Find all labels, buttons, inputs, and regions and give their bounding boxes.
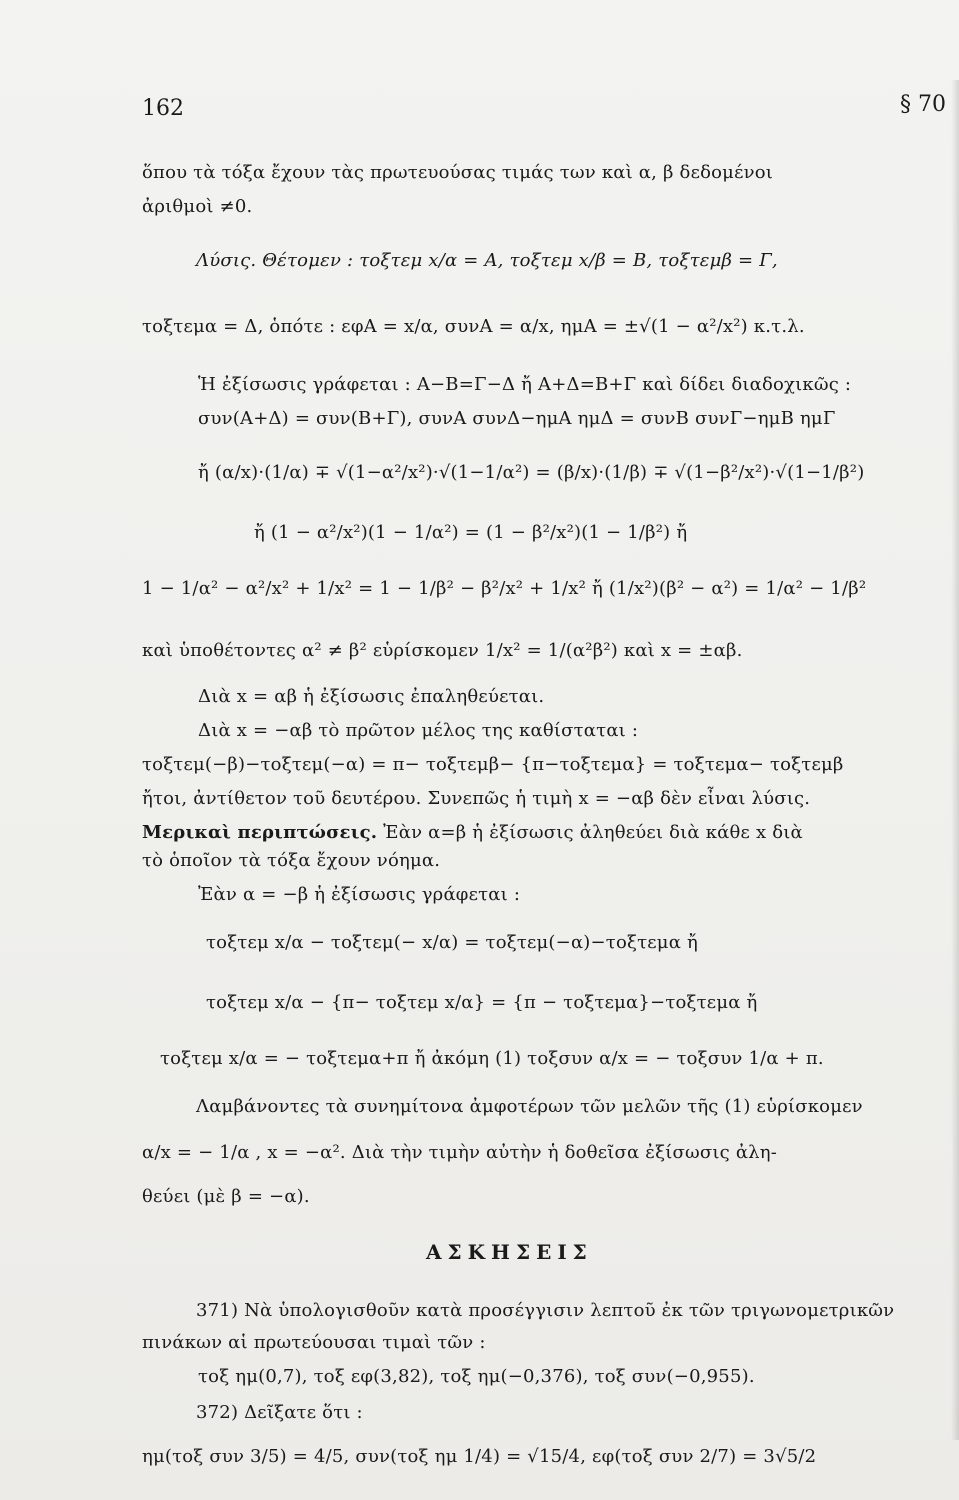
page-number: 162 — [142, 96, 184, 121]
text-line: Διὰ x = αβ ἡ ἐξίσωσις ἐπαληθεύεται. — [198, 686, 545, 707]
equation-line: ημ(τοξ συν 3/5) = 4/5, συν(τοξ ημ 1/4) = √15/4, εφ(τοξ συν 2/7) = 3√5/2 — [142, 1446, 817, 1467]
text-line — [142, 822, 803, 843]
text-line: τὸ ὁποῖον τὰ τόξα ἔχουν νόημα. — [142, 850, 441, 871]
equation-line: τοξ ημ(0,7), τοξ εφ(3,82), τοξ ημ(−0,376), τοξ συν(−0,955). — [198, 1366, 755, 1387]
exercises-title: ΑΣΚΗΣΕΙΣ — [426, 1240, 593, 1264]
equation-line: α/x = − 1/α , x = −α². Διὰ τὴν τιμὴν αὐτὴν ἡ δοθεῖσα ἐξίσωσις ἀλη- — [142, 1142, 778, 1163]
exercise-371: 371) Νὰ ὑπολογισθοῦν κατὰ προσέγγισιν λεπτοῦ ἐκ τῶν τριγωνομετρικῶν — [196, 1300, 895, 1321]
text-line: τοξτεμα = Δ, ὁπότε : εφA = x/α, συνA = α/x, ημA = ±√(1 − α²/x²) κ.τ.λ. — [142, 316, 805, 337]
page-edge-shadow — [951, 80, 959, 1440]
text-span: Ἐὰν α=β ἡ ἐξίσωσις ἀληθεύει διὰ κάθε x διὰ — [377, 822, 803, 843]
text-line: ἤτοι, ἀντίθετον τοῦ δευτέρου. Συνεπῶς ἡ τιμὴ x = −αβ δὲν εἶναι λύσις. — [142, 788, 811, 809]
equation-line: ἤ (1 − α²/x²)(1 − 1/α²) = (1 − β²/x²)(1 − 1/β²) ἤ — [254, 522, 688, 543]
exercise-372: 372) Δεῖξατε ὅτι : — [196, 1402, 363, 1423]
equation-line: τοξτεμ x/α − τοξτεμ(− x/α) = τοξτεμ(−α)−τοξτεμα ἤ — [206, 932, 698, 953]
equation-line: συν(A+Δ) = συν(B+Γ), συνA συνΔ−ημA ημΔ = συνB συνΓ−ημB ημΓ — [198, 408, 836, 429]
solution-line: Λύσις. Θέτομεν : τοξτεμ x/α = A, τοξτεμ x/β = B, τοξτεμβ = Γ, — [196, 250, 778, 271]
text-line: ἀριθμοὶ ≠0. — [142, 196, 253, 217]
text-line: θεύει (μὲ β = −α). — [142, 1186, 310, 1207]
text-line: Ἡ ἐξίσωσις γράφεται : A−B=Γ−Δ ἤ A+Δ=B+Γ καὶ δίδει διαδοχικῶς : — [198, 374, 852, 395]
text-line: Ἐὰν α = −β ἡ ἐξίσωσις γράφεται : — [198, 884, 521, 905]
equation-line: 1 − 1/α² − α²/x² + 1/x² = 1 − 1/β² − β²/x² + 1/x² ἤ (1/x²)(β² − α²) = 1/α² − 1/β² — [142, 578, 867, 599]
equation-line: τοξτεμ x/α = − τοξτεμα+π ἤ ἀκόμη (1) τοξσυν α/x = − τοξσυν 1/α + π. — [160, 1048, 824, 1069]
text-line: Διὰ x = −αβ τὸ πρῶτον μέλος της καθίσταται : — [198, 720, 639, 741]
section-number: § 70 — [900, 92, 946, 117]
text-line: πινάκων αἱ πρωτεύουσαι τιμαὶ τῶν : — [142, 1332, 486, 1353]
equation-line: τοξτεμ x/α − {π− τοξτεμ x/α} = {π − τοξτεμα}−τοξτεμα ἤ — [206, 992, 758, 1013]
equation-line: ἤ (α/x)·(1/α) ∓ √(1−α²/x²)·√(1−1/α²) = (β/x)·(1/β) ∓ √(1−β²/x²)·√(1−1/β²) — [198, 462, 865, 483]
text-line: καὶ ὑποθέτοντες α² ≠ β² εὑρίσκομεν 1/x² = 1/(α²β²) καὶ x = ±αβ. — [142, 640, 743, 661]
text-line: Λαμβάνοντες τὰ συνημίτονα ἀμφοτέρων τῶν μελῶν τῆς (1) εὑρίσκομεν — [196, 1096, 863, 1117]
subheading: Μερικαὶ περιπτώσεις. — [142, 822, 378, 843]
text-line: ὅπου τὰ τόξα ἔχουν τὰς πρωτευούσας τιμάς των καὶ α, β δεδομένοι — [142, 162, 774, 183]
equation-line: τοξτεμ(−β)−τοξτεμ(−α) = π− τοξτεμβ− {π−τοξτεμα} = τοξτεμα− τοξτεμβ — [142, 754, 844, 775]
